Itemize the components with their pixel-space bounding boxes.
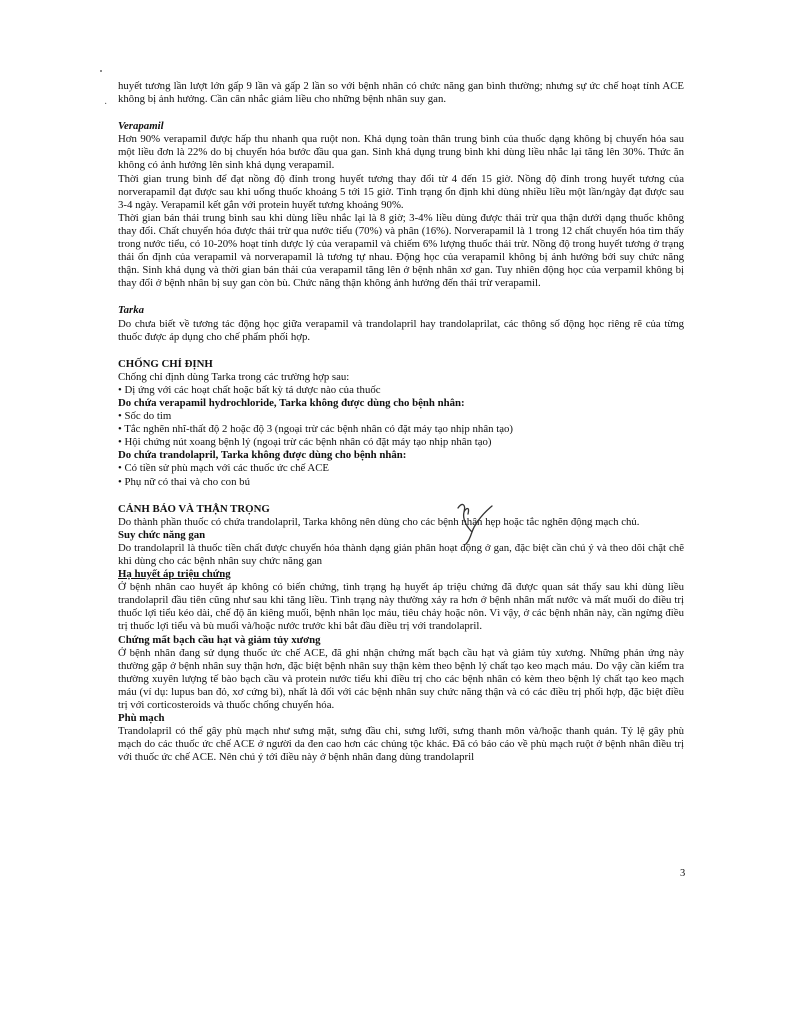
agranulocytosis-title: Chứng mất bạch cầu hạt và giảm tủy xương: [118, 633, 321, 646]
verapamil-paragraph-1: Hơn 90% verapamil được hấp thu nhanh qua ruột non. Khả dụng toàn thân trung bình của thuốc dạng không bị chuyển hóa sau một liều đơn là 22% do bị chuyển hóa bước đầu qua gan. Sinh khả dụng trung bình khi dùng liều nhắc lại tăng lên 30%. Thức ăn không có ảnh hưởng lên sinh khả dụng verapamil.: [118, 133, 684, 172]
verapamil-contra-heading: Do chứa verapamil hydrochloride, Tarka không được dùng cho bệnh nhân:: [118, 396, 465, 409]
verapamil-paragraph-3: Thời gian bán thải trung bình sau khi dùng liều nhắc lại là 8 giờ; 3-4% liều dùng được thải trừ qua thận dưới dạng thuốc không thay đổi. Chất chuyển hóa được thải trừ qua nước tiểu (70%) và phân (16%). Norverapamil là 1 trong 12 chất chuyển hóa tìm thấy trong nước tiểu, có 10-20% hoạt tính dược lý của verapamil và chiếm 6% lượng thuốc thải trừ. Nồng độ trong huyết tương ở trạng thái ổn định của verapamil và norverapamil là tương tự nhau. Động học của verapamil không bị ảnh hưởng bởi suy chức năng thận. Sinh khả dụng và thời gian bán thải của verapamil tăng lên ở bệnh nhân xơ gan. Tuy nhiên động học của verpamil không bị thay đổi ở bệnh nhân bị suy gan còn bù. Chức năng thận không ảnh hưởng đến thải trừ verapamil.: [118, 211, 684, 290]
tarka-paragraph: Do chưa biết về tương tác động học giữa verapamil và trandolapril hay trandolaprilat, các thông số động học riêng rẽ của từng thuốc được áp dụng cho chế phẩm phối hợp.: [118, 317, 684, 343]
signature-icon: [452, 498, 502, 546]
trandolapril-contra-heading: Do chứa trandolapril, Tarka không được dùng cho bệnh nhân:: [118, 449, 407, 462]
hypotension-title: Hạ huyết áp triệu chứng: [118, 568, 231, 581]
tarka-title: Tarka: [118, 304, 145, 317]
agranulocytosis-text: Ở bệnh nhân đang sử dụng thuốc ức chế ACE, đã ghi nhận chứng mất bạch cầu hạt và giảm tủy xương. Những phản ứng này thường gặp ở bệnh nhân suy thận hơn, đặc biệt bệnh nhân suy thận kèm theo bệnh lý chất tạo keo mạch máu. Do vậy cần kiểm tra thường xuyên lượng tế bào bạch cầu và protein nước tiểu khi điều trị cho các bệnh nhân có kèm theo bệnh lý chất tạo keo mạch máu (ví dụ: lupus ban đỏ, xơ cứng bì), nhất là đối với các bệnh nhân suy chức năng thận và có các điều trị phối hợp, đặc biệt điều trị với corticosteroids và thuốc chống chuyển hóa.: [118, 646, 684, 712]
angioedema-text: Trandolapril có thể gây phù mạch như sưng mặt, sưng đầu chi, sưng lưỡi, sưng thanh môn và/hoặc thanh quản. Tỷ lệ gây phù mạch do các thuốc ức chế ACE ở người da đen cao hơn các chủng tộc khác. Đã có báo cáo về phù mạch ruột ở bệnh nhân điều trị với thuốc ức chế ACE. Nên chú ý tới điều này ở bệnh nhân đang dùng trandolapril: [118, 725, 684, 764]
list-item: • Có tiền sử phù mạch với các thuốc ức chế ACE: [118, 462, 329, 475]
contraindications-heading: CHỐNG CHỈ ĐỊNH: [118, 357, 213, 370]
list-item: • Sốc do tim: [118, 410, 172, 423]
scan-speck: [100, 70, 102, 72]
angioedema-title: Phù mạch: [118, 712, 165, 725]
verapamil-title: Verapamil: [118, 120, 164, 133]
hepatic-title: Suy chức năng gan: [118, 528, 206, 541]
hepatic-text: Do trandolapril là thuốc tiền chất được chuyển hóa thành dạng giản phân hoạt động ở gan, đặc biệt cần chú ý và theo dõi chặt chẽ khi dùng cho các bệnh nhân suy chức năng gan: [118, 541, 684, 567]
list-item: • Dị ứng với các hoạt chất hoặc bất kỳ tá dược nào của thuốc: [118, 383, 381, 396]
list-item: • Phụ nữ có thai và cho con bú: [118, 475, 250, 488]
warnings-heading: CẢNH BÁO VÀ THẬN TRỌNG: [118, 502, 270, 515]
contraindications-intro: Chống chỉ định dùng Tarka trong các trường hợp sau:: [118, 370, 350, 383]
scan-mark: ·: [104, 99, 108, 110]
list-item: • Hội chứng nút xoang bệnh lý (ngoại trừ các bệnh nhân có đặt máy tạo nhịp nhân tạo): [118, 436, 492, 449]
list-item: • Tắc nghẽn nhĩ-thất độ 2 hoặc độ 3 (ngoại trừ các bệnh nhân có đặt máy tạo nhịp nhân tạo): [118, 423, 513, 436]
document-page: [118, 80, 684, 765]
warnings-intro: Do thành phần thuốc có chứa trandolapril, Tarka không nên dùng cho các bệnh nhân hẹp hoặc tắc nghẽn động mạch chủ.: [118, 515, 640, 528]
page-number: 3: [680, 868, 686, 879]
intro-paragraph: huyết tương lần lượt lớn gấp 9 lần và gấp 2 lần so với bệnh nhân có chức năng gan bình thường; nhưng sự ức chế hoạt tính ACE không bị ảnh hưởng. Cần cân nhắc giảm liều cho những bệnh nhân suy gan.: [118, 80, 684, 106]
verapamil-paragraph-2: Thời gian trung bình để đạt nồng độ đỉnh trong huyết tương thay đổi từ 4 đến 15 giờ. Nồng độ đỉnh trong huyết tương của norverapamil đạt được sau khi uống thuốc khoảng 5 tới 15 giờ. Tình trạng ổn định khi dùng nhiều liều một lần/ngày đạt được sau 3-4 ngày. Verapamil kết gắn với protein huyết tương khoảng 90%.: [118, 172, 684, 211]
hypotension-text: Ở bệnh nhân cao huyết áp không có biến chứng, tình trạng hạ huyết áp triệu chứng đã được quan sát thấy sau khi dùng liều trandolapril đầu tiên cũng như sau khi tăng liều. Tình trạng này thường xảy ra hơn ở bệnh nhân mất nước và mất muối do điều trị thuốc lợi tiểu kéo dài, chế độ ăn kiêng muối, bệnh nhân lọc máu, tiêu chảy hoặc nôn. Vì vậy, ở các bệnh nhân này, cần ngừng điều trị thuốc lợi tiểu và bù muối và/hoặc nước trước khi bắt đầu điều trị với trandolapril.: [118, 581, 684, 633]
